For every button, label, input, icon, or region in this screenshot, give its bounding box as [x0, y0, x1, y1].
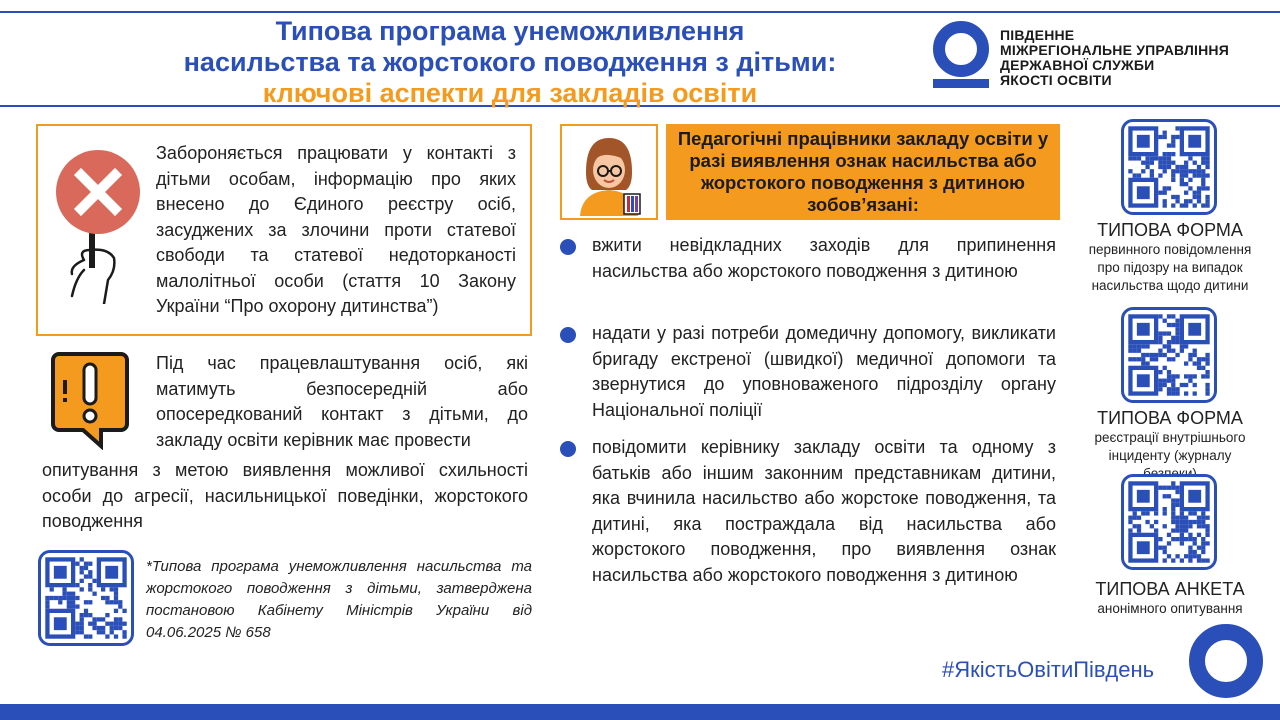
title-line-2: насильства та жорстокого поводження з дітьми: [183, 47, 837, 77]
teacher-icon [562, 126, 656, 218]
form-qr-code-3[interactable] [1121, 474, 1217, 570]
teacher-avatar-box [560, 124, 658, 220]
header-top-rule [0, 11, 1280, 13]
form-caption-3: ТИПОВА АНКЕТА анонімного опитування [1095, 579, 1245, 616]
form-qr-code-1[interactable] [1121, 119, 1217, 215]
form-caption-1: ТИПОВА ФОРМА первинного повідомлення про підозру на випадок насильства щодо дитини [1088, 220, 1252, 293]
page-subtitle: ключові аспекти для закладів освіти [262, 78, 758, 108]
bullet-icon [560, 441, 576, 457]
qr-code-icon [41, 553, 131, 643]
obligation-item: повідомити керівнику закладу освіти та одному з батьків або іншим законним представникам дитини, яка вчинила насильство або жорстоке поводження, та дитині, яка постраждала від насильства або жорстокого поводження, про виявлення ознак насильства або жорстокого поводження з дитиною [592, 437, 1056, 585]
page-title [120, 16, 900, 109]
qr-code-icon [1124, 310, 1214, 400]
prohibition-text: Забороняється працювати у контакті з дітьми особам, інформацію про яких внесено до Єдиного реєстру осіб, засуджених за злочини проти статевої свободи та статевої недоторканості малолітньої особи (стаття 10 Закону України “Про охорону дитинства”) [156, 143, 516, 316]
footnote: *Типова програма унеможливлення насильства та жорстокого поводження з дітьми, затверджена постановою Кабінету Міністрів України від 04.06.2025 № 658 [146, 558, 532, 641]
footer-bar [0, 704, 1280, 720]
form-qr-code-2[interactable] [1121, 307, 1217, 403]
org-logo-icon [933, 21, 989, 77]
hiring-text-top: Під час працевлаштування осіб, які матимуть безпосередній або опосередкований контакт з дітьми, до закладу освіти керівник має провести [156, 353, 528, 450]
hiring-text-bottom: опитування з метою виявлення можливої схильності особи до агресії, насильницької поведінки, жорстокого поводження [42, 460, 528, 531]
obligation-item: вжити невідкладних заходів для припинення насильства або жорстокого поводження з дитиною [592, 235, 1056, 281]
title-line-1: Типова програма унеможливлення [275, 16, 745, 46]
stop-sign-icon [48, 148, 148, 304]
warning-speech-bubble-icon [49, 350, 131, 450]
hashtag: #ЯкістьОвітиПівдень [942, 657, 1155, 682]
obligations-heading: Педагогічні працівники закладу освіти у разі виявлення ознак насильства або жорстокого поводження з дитиною зобов’язані: [666, 124, 1060, 220]
form-caption-2: ТИПОВА ФОРМА реєстрації внутрішнього інциденту (журналу [1094, 408, 1246, 463]
bullet-icon [560, 327, 576, 343]
bullet-icon [560, 239, 576, 255]
obligation-item: надати у разі потреби домедичну допомогу, викликати бригаду екстреної (швидкої) медичної допомоги та звернутися до уповноваженого підрозділу органу Національної поліції [592, 323, 1056, 420]
org-logo-bar [933, 79, 989, 88]
footnote-qr-code[interactable] [38, 550, 134, 646]
brand-ring-icon [1189, 624, 1263, 698]
qr-code-icon [1124, 477, 1214, 567]
qr-code-icon [1124, 122, 1214, 212]
org-name: ПІВДЕННЕ МІЖРЕГІОНАЛЬНЕ УПРАВЛІННЯ ДЕРЖАВНОЇ СЛУЖБИ ЯКОСТІ ОСВІТИ [1000, 27, 1229, 88]
